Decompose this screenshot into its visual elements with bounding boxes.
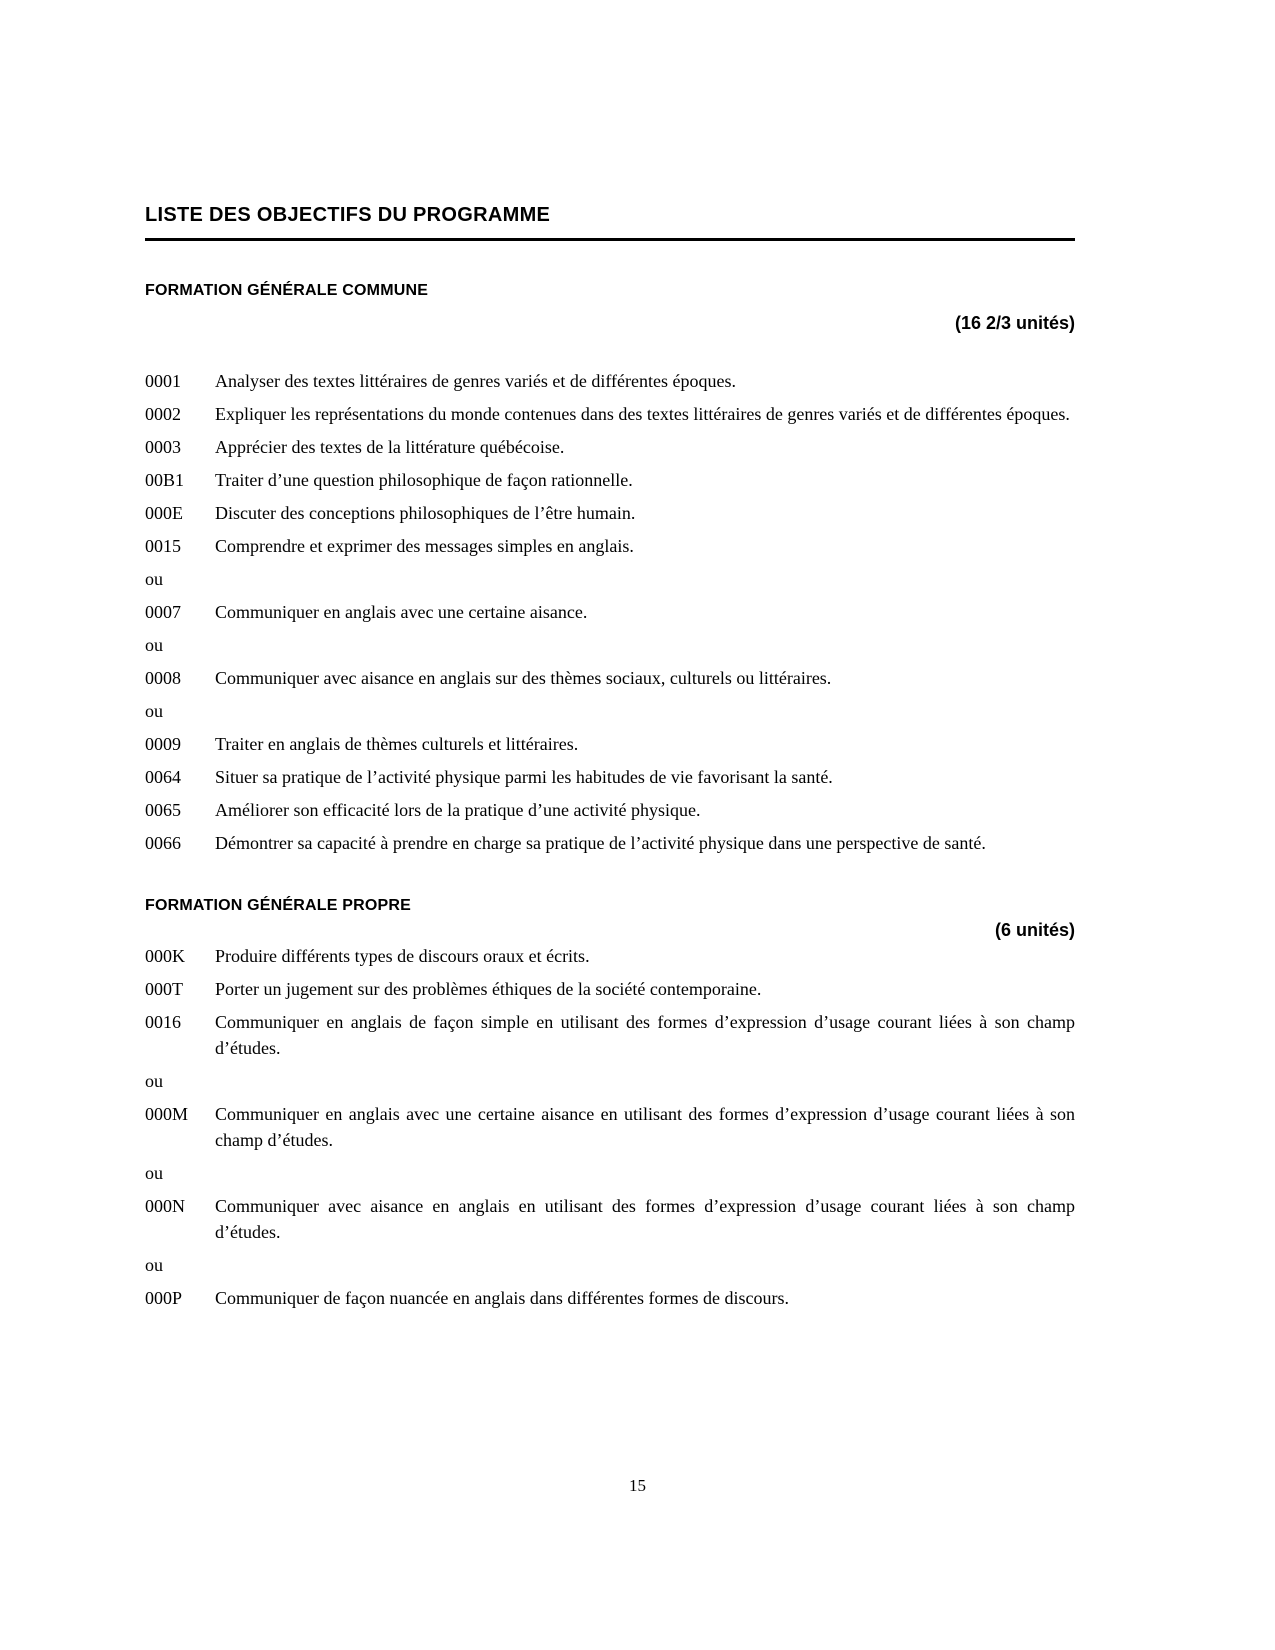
page-title: LISTE DES OBJECTIFS DU PROGRAMME bbox=[145, 204, 551, 226]
objective-row bbox=[145, 665, 1075, 691]
objective-code: 0003 bbox=[145, 437, 181, 457]
objective-row bbox=[145, 467, 1075, 493]
objective-code: 0015 bbox=[145, 536, 181, 556]
objective-row bbox=[145, 1285, 1075, 1311]
objective-text: Démontrer sa capacité à prendre en charge sa pratique de l’activité physique dans une perspective de santé. bbox=[215, 833, 986, 853]
objective-code: 0007 bbox=[145, 602, 181, 622]
objective-row bbox=[145, 1009, 1075, 1061]
objective-code: 000E bbox=[145, 503, 183, 523]
page-footer bbox=[0, 1476, 1275, 1496]
objective-text: Communiquer avec aisance en anglais en utilisant des formes d’expression d’usage courant liées à son champ d’études. bbox=[215, 1196, 1075, 1242]
objective-text: Comprendre et exprimer des messages simples en anglais. bbox=[215, 536, 634, 556]
objective-text: Situer sa pratique de l’activité physique parmi les habitudes de vie favorisant la santé. bbox=[215, 767, 833, 787]
section bbox=[145, 896, 1075, 1311]
objective-code: 0009 bbox=[145, 734, 181, 754]
sections-container bbox=[145, 281, 1075, 1311]
or-connector: ou bbox=[145, 635, 163, 655]
objective-text: Produire différents types de discours oraux et écrits. bbox=[215, 946, 590, 966]
objectives-list bbox=[145, 368, 1075, 856]
objective-text: Améliorer son efficacité lors de la pratique d’une activité physique. bbox=[215, 800, 701, 820]
objective-code: 0066 bbox=[145, 833, 181, 853]
objective-row bbox=[145, 1193, 1075, 1245]
or-connector: ou bbox=[145, 1163, 163, 1183]
objective-text: Communiquer en anglais avec une certaine aisance en utilisant des formes d’expression d’usage courant liées à son champ d’études. bbox=[215, 1104, 1075, 1150]
objective-code: 0065 bbox=[145, 800, 181, 820]
section bbox=[145, 281, 1075, 856]
objective-row bbox=[145, 500, 1075, 526]
objective-row bbox=[145, 599, 1075, 625]
objective-row bbox=[145, 830, 1075, 856]
objective-text: Communiquer de façon nuancée en anglais dans différentes formes de discours. bbox=[215, 1288, 789, 1308]
objective-text: Analyser des textes littéraires de genres variés et de différentes époques. bbox=[215, 371, 736, 391]
objective-row bbox=[145, 797, 1075, 823]
section-heading: FORMATION GÉNÉRALE PROPRE bbox=[145, 897, 412, 914]
objective-code: 000N bbox=[145, 1196, 185, 1216]
page-number: 15 bbox=[629, 1476, 646, 1495]
objective-row bbox=[145, 764, 1075, 790]
objective-row bbox=[145, 533, 1075, 559]
objective-code: 000T bbox=[145, 979, 183, 999]
objective-row bbox=[145, 943, 1075, 969]
objective-code: 0016 bbox=[145, 1012, 181, 1032]
objective-text: Discuter des conceptions philosophiques de l’être humain. bbox=[215, 503, 636, 523]
or-connector: ou bbox=[145, 569, 163, 589]
objective-text: Communiquer avec aisance en anglais sur des thèmes sociaux, culturels ou littéraires. bbox=[215, 668, 832, 688]
or-connector: ou bbox=[145, 1071, 163, 1091]
objective-row bbox=[145, 368, 1075, 394]
objectives-list bbox=[145, 943, 1075, 1311]
title-rule bbox=[145, 238, 1075, 241]
or-connector: ou bbox=[145, 1255, 163, 1275]
objective-code: 000M bbox=[145, 1104, 189, 1124]
section-heading: FORMATION GÉNÉRALE COMMUNE bbox=[145, 282, 429, 299]
objective-row bbox=[145, 976, 1075, 1002]
objective-code: 000P bbox=[145, 1288, 183, 1308]
or-connector: ou bbox=[145, 701, 163, 721]
objective-text: Traiter en anglais de thèmes culturels et littéraires. bbox=[215, 734, 579, 754]
objective-row bbox=[145, 1101, 1075, 1153]
objective-code: 0008 bbox=[145, 668, 181, 688]
objective-text: Expliquer les représentations du monde contenues dans des textes littéraires de genres variés et de différentes époques. bbox=[215, 404, 1070, 424]
objective-text: Porter un jugement sur des problèmes éthiques de la société contemporaine. bbox=[215, 979, 762, 999]
section-units: (6 unités) bbox=[994, 920, 1075, 940]
objective-text: Apprécier des textes de la littérature québécoise. bbox=[215, 437, 565, 457]
objective-code: 0001 bbox=[145, 371, 181, 391]
objective-row bbox=[145, 401, 1075, 427]
objective-text: Traiter d’une question philosophique de façon rationnelle. bbox=[215, 470, 633, 490]
objective-code: 00B1 bbox=[145, 470, 185, 490]
section-units: (16 2/3 unités) bbox=[954, 313, 1075, 333]
objective-code: 000K bbox=[145, 946, 185, 966]
objective-row bbox=[145, 731, 1075, 757]
objective-code: 0002 bbox=[145, 404, 181, 424]
objective-code: 0064 bbox=[145, 767, 181, 787]
objective-text: Communiquer en anglais avec une certaine aisance. bbox=[215, 602, 588, 622]
objective-row bbox=[145, 434, 1075, 460]
objective-text: Communiquer en anglais de façon simple en utilisant des formes d’expression d’usage courant liées à son champ d’études. bbox=[215, 1012, 1075, 1058]
